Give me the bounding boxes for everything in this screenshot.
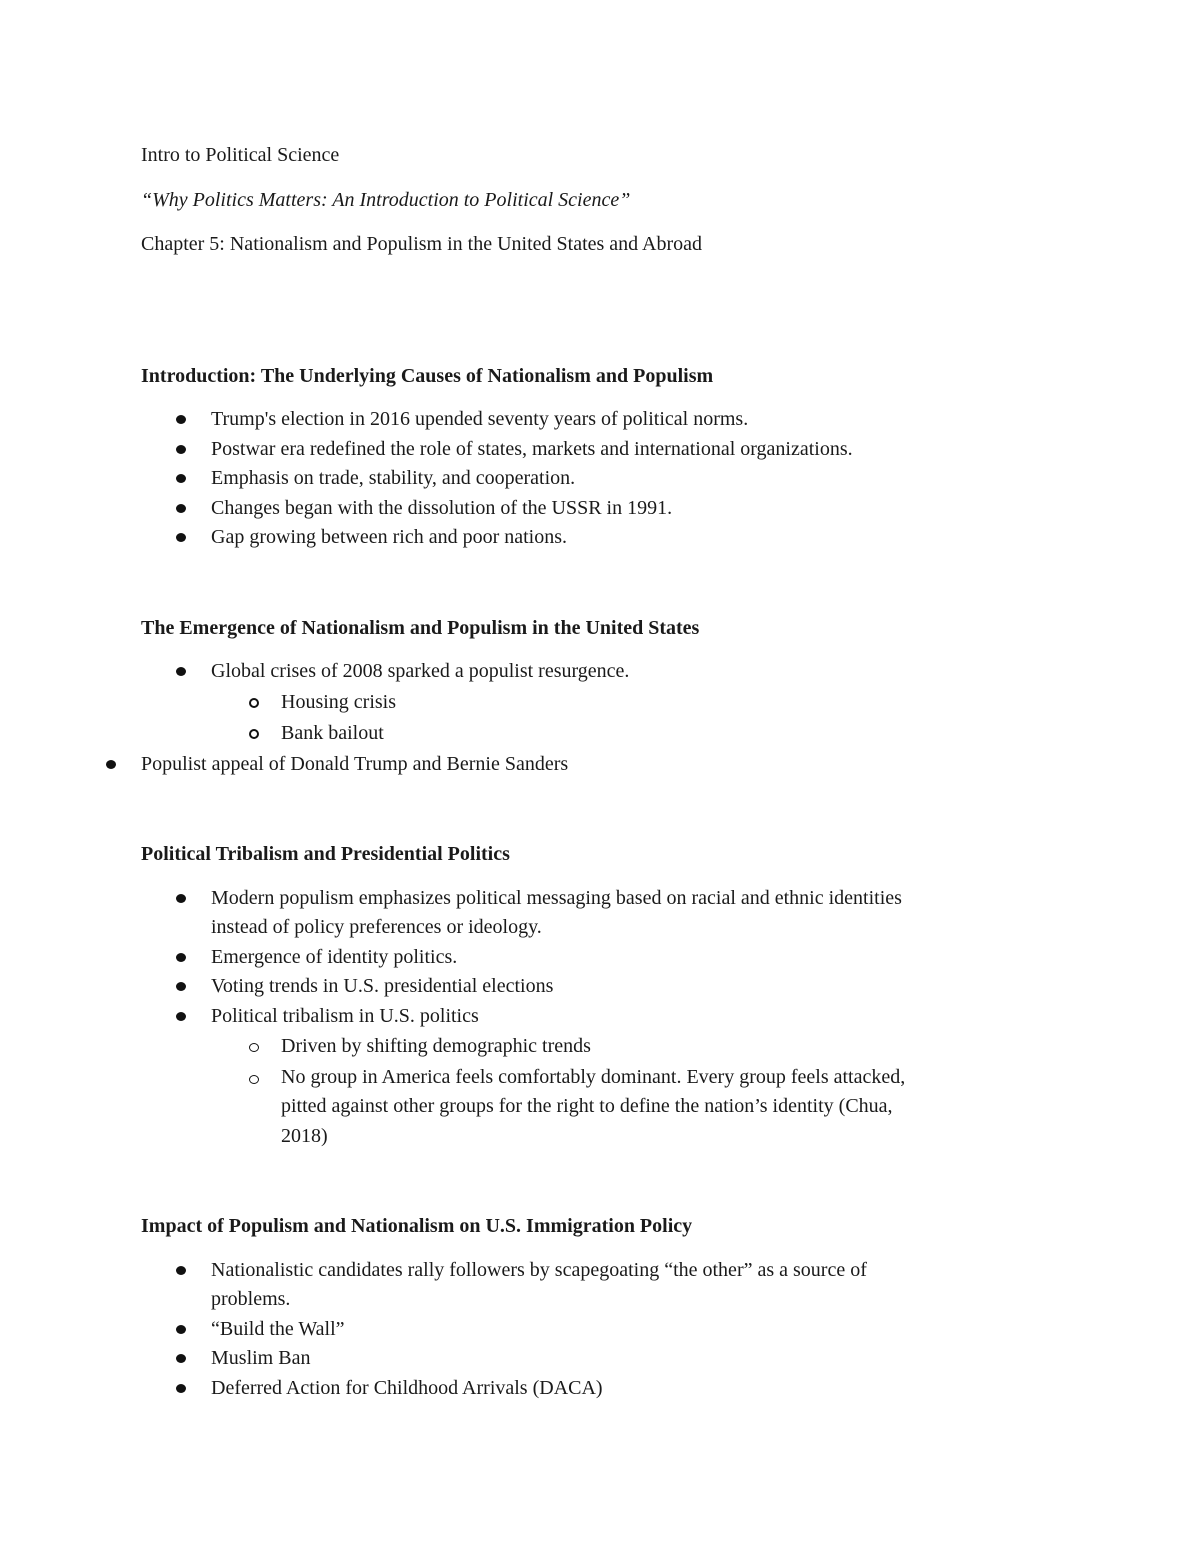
section-heading: Political Tribalism and Presidential Politics <box>141 843 510 865</box>
hollow-bullet-icon <box>249 1075 259 1084</box>
list-item: Emergence of identity politics. <box>141 943 1041 973</box>
bullet-icon <box>176 474 186 483</box>
course-title: Intro to Political Science <box>141 144 340 166</box>
bullet-icon <box>176 1012 186 1021</box>
sub-list-item: Bank bailout <box>211 718 1041 750</box>
document-body <box>141 141 1041 1403</box>
section-introduction <box>141 362 1041 553</box>
list-item: Modern populism emphasizes political messaging based on racial and ethnic identities instead of policy preferences or ideology. <box>141 884 1041 943</box>
bullet-icon <box>106 760 116 769</box>
bullet-icon <box>176 445 186 454</box>
section-heading: The Emergence of Nationalism and Populism in the United States <box>141 616 700 639</box>
sub-bullet-list <box>211 687 1041 750</box>
list-item: Trump's election in 2016 upended seventy years of political norms. <box>141 405 1041 435</box>
bullet-icon <box>176 667 186 676</box>
list-item: Populist appeal of Donald Trump and Bernie Sanders <box>71 750 1041 780</box>
sub-list-item: Housing crisis <box>211 687 1041 719</box>
bullet-icon <box>176 894 186 903</box>
section-heading: Impact of Populism and Nationalism on U.S. Immigration Policy <box>141 1215 693 1237</box>
list-item: Muslim Ban <box>141 1344 1041 1374</box>
list-item: Deferred Action for Childhood Arrivals (DACA) <box>141 1374 1041 1404</box>
section-heading: Introduction: The Underlying Causes of Nationalism and Populism <box>141 364 714 387</box>
bullet-icon <box>176 953 186 962</box>
list-item: “Build the Wall” <box>141 1315 1041 1345</box>
sub-list-item: Driven by shifting demographic trends <box>211 1031 1041 1063</box>
bullet-icon <box>176 982 186 991</box>
section-immigration <box>141 1212 1041 1403</box>
bullet-list <box>141 405 1041 553</box>
bullet-icon <box>176 415 186 424</box>
bullet-list <box>141 884 1041 1152</box>
bullet-icon <box>176 1384 186 1393</box>
bullet-icon <box>176 1354 186 1363</box>
bullet-icon <box>176 1325 186 1334</box>
hollow-bullet-icon <box>249 1043 259 1052</box>
bullet-list <box>141 657 1041 779</box>
list-item: Emphasis on trade, stability, and cooperation. <box>141 464 1041 494</box>
list-item: Nationalistic candidates rally followers by scapegoating “the other” as a source of problems. <box>141 1256 1041 1315</box>
section-tribalism <box>141 840 1041 1151</box>
chapter-title: Chapter 5: Nationalism and Populism in the United States and Abroad <box>141 233 703 255</box>
hollow-bullet-icon <box>249 729 259 739</box>
list-item: Gap growing between rich and poor nations. <box>141 523 1041 553</box>
list-item: Changes began with the dissolution of the USSR in 1991. <box>141 494 1041 524</box>
sub-list-item: No group in America feels comfortably dominant. Every group feels attacked, pitted against other groups for the right to define the nation’s identity (Chua, 2018) <box>211 1063 1041 1152</box>
list-item: Postwar era redefined the role of states, markets and international organizations. <box>141 435 1041 465</box>
bullet-list <box>141 1256 1041 1404</box>
list-item: Voting trends in U.S. presidential elections <box>141 972 1041 1002</box>
section-emergence <box>141 614 1041 780</box>
list-item: Political tribalism in U.S. politics Driven by shifting demographic trends No group in America feels comfortably dominant. Every group feels attacked, pitted against other groups for the right to define the nation’s identity (Chua, 2018) <box>141 1002 1041 1152</box>
bullet-icon <box>176 504 186 513</box>
hollow-bullet-icon <box>249 698 259 708</box>
bullet-icon <box>176 1266 186 1275</box>
bullet-icon <box>176 533 186 542</box>
book-title: “Why Politics Matters: An Introduction to Political Science” <box>141 188 631 211</box>
sub-bullet-list <box>211 1031 1041 1151</box>
list-item: Global crises of 2008 sparked a populist resurgence. Housing crisis Bank bailout <box>141 657 1041 750</box>
